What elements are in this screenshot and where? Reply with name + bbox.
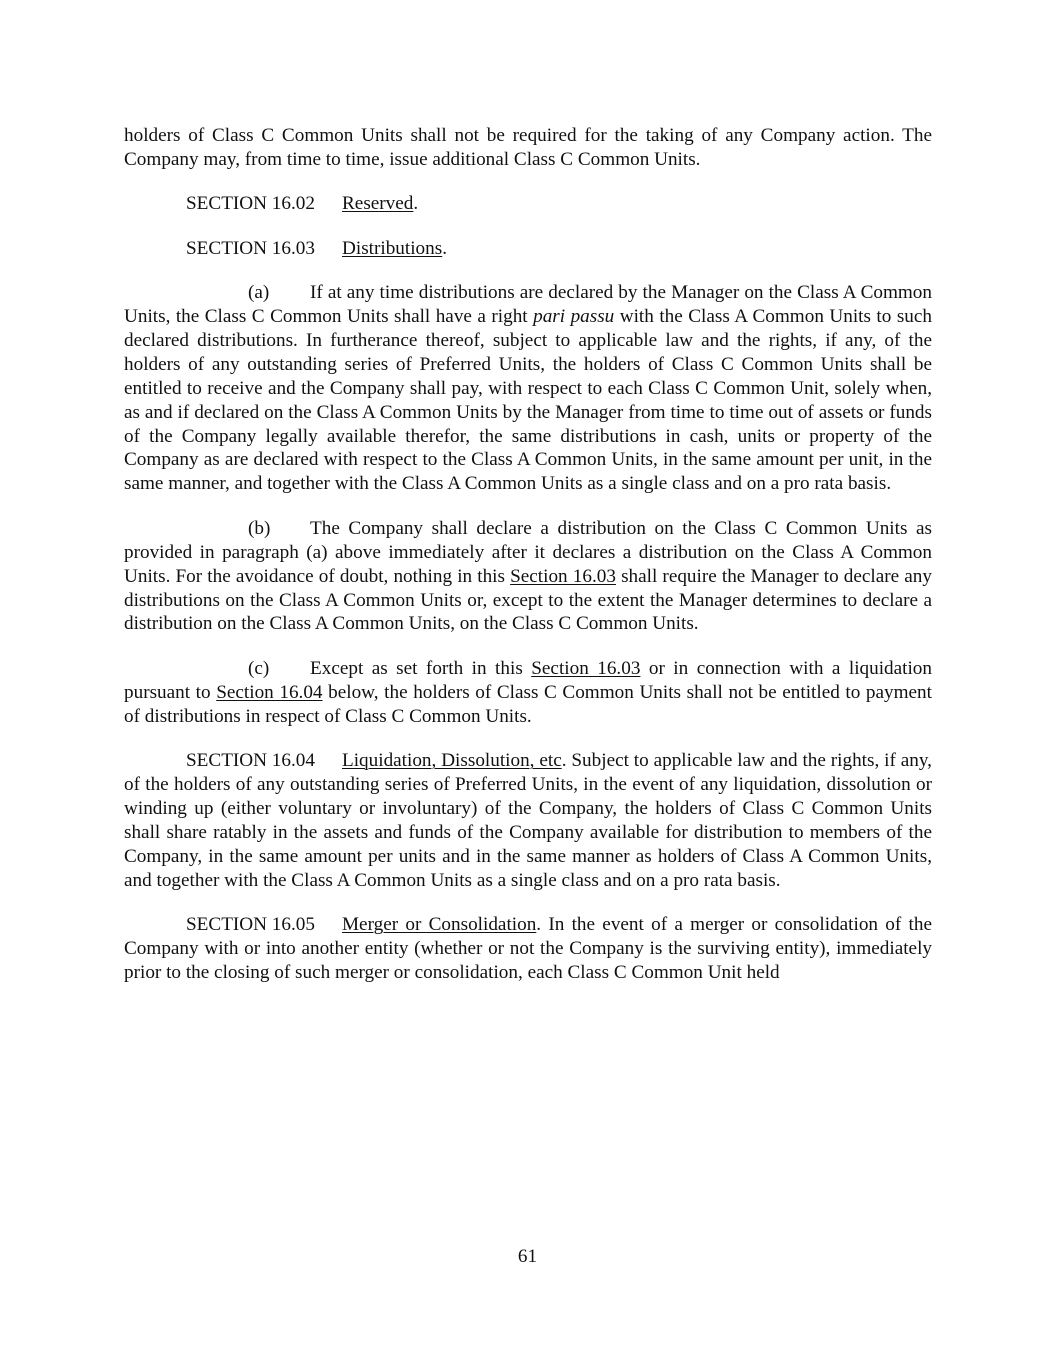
section-number: SECTION 16.05 — [186, 913, 315, 935]
paragraph-c — [124, 657, 932, 729]
section-16-03 — [124, 237, 932, 261]
paragraph-text: If at any time distributions are declared by the Manager on the Class A Common Units, the Class C Common Units shall have a right — [124, 282, 932, 328]
heading-period: . — [442, 237, 448, 259]
section-text: . Subject to applicable law and the rights, if any, of the holders of any outstanding series of Preferred Units, in the event of any liquidation, dissolution or winding up (either voluntary or involuntary) of the Company, the holders of Class C Common Units shall share ratably in the assets and funds of the Company available for distribution to members of the Company, in the same amount per units and in the same manner as holders of Class A Common Units, and together with the Class A Common Units as a single class and on a pro rata basis. — [124, 750, 932, 891]
section-number: SECTION 16.02 — [186, 193, 315, 215]
intro-paragraph — [124, 124, 932, 172]
section-heading: Distributions — [342, 237, 443, 259]
paragraph-text: The Company shall declare a distribution on the Class C Common Units as provided in paragraph (a) above immediately after it declares a distribution on the Class A Common Units. For the avoidance of doubt, nothing in this — [124, 517, 932, 587]
section-heading: Merger or Consolidation — [342, 913, 537, 935]
heading-period: . — [413, 193, 419, 215]
paragraph-b — [124, 517, 932, 637]
document-page — [124, 124, 932, 1005]
section-reference: Section 16.04 — [216, 681, 323, 703]
section-16-02 — [124, 192, 932, 216]
paragraph-label: (b) — [248, 517, 271, 539]
latin-term: pari passu — [533, 306, 615, 328]
paragraph-text: shall require the Manager to declare any distributions on the Class A Common Units or, except to the extent the Manager determines to declare a distribution on the Class A Common Units, on the Class C Common Units. — [124, 565, 932, 635]
paragraph-text: Except as set forth in this — [310, 657, 532, 679]
section-16-04 — [124, 749, 932, 892]
section-heading: Reserved — [342, 193, 414, 215]
section-16-05 — [124, 913, 932, 985]
paragraph-label: (c) — [248, 657, 270, 679]
page-number: 61 — [517, 1246, 538, 1267]
section-text: . In the event of a merger or consolidation of the Company with or into another entity (whether or not the Company is the surviving entity), immediately prior to the closing of such merger or consolidation, each Class C Common Unit held — [124, 913, 932, 983]
section-number: SECTION 16.03 — [186, 237, 315, 259]
section-heading: Liquidation, Dissolution, etc — [342, 750, 562, 772]
intro-text: holders of Class C Common Units shall not be required for the taking of any Company action. The Company may, from time to time, issue additional Class C Common Units. — [124, 125, 932, 170]
section-reference: Section 16.03 — [510, 565, 616, 587]
section-reference: Section 16.03 — [531, 657, 641, 679]
paragraph-label: (a) — [248, 282, 270, 304]
paragraph-a — [124, 281, 932, 496]
section-number: SECTION 16.04 — [186, 750, 315, 772]
paragraph-text: below, the holders of Class C Common Units shall not be entitled to payment of distributions in respect of Class C Common Units. — [124, 681, 932, 727]
paragraph-text: or in connection with a liquidation pursuant to — [124, 657, 932, 703]
paragraph-text: with the Class A Common Units to such declared distributions. In furtherance thereof, subject to applicable law and the rights, if any, of the holders of any outstanding series of Preferred Units, the holders of Class C Common Units shall be entitled to receive and the Company shall pay, with respect to each Class C Common Unit, solely when, as and if declared on the Class A Common Units by the Manager from time to time out of assets or funds of the Company legally available therefor, the same distributions in cash, units or property of the Company as are declared with respect to the Class A Common Units, in the same amount per unit, in the same manner, and together with the Class A Common Units as a single class and on a pro rata basis. — [124, 306, 932, 495]
